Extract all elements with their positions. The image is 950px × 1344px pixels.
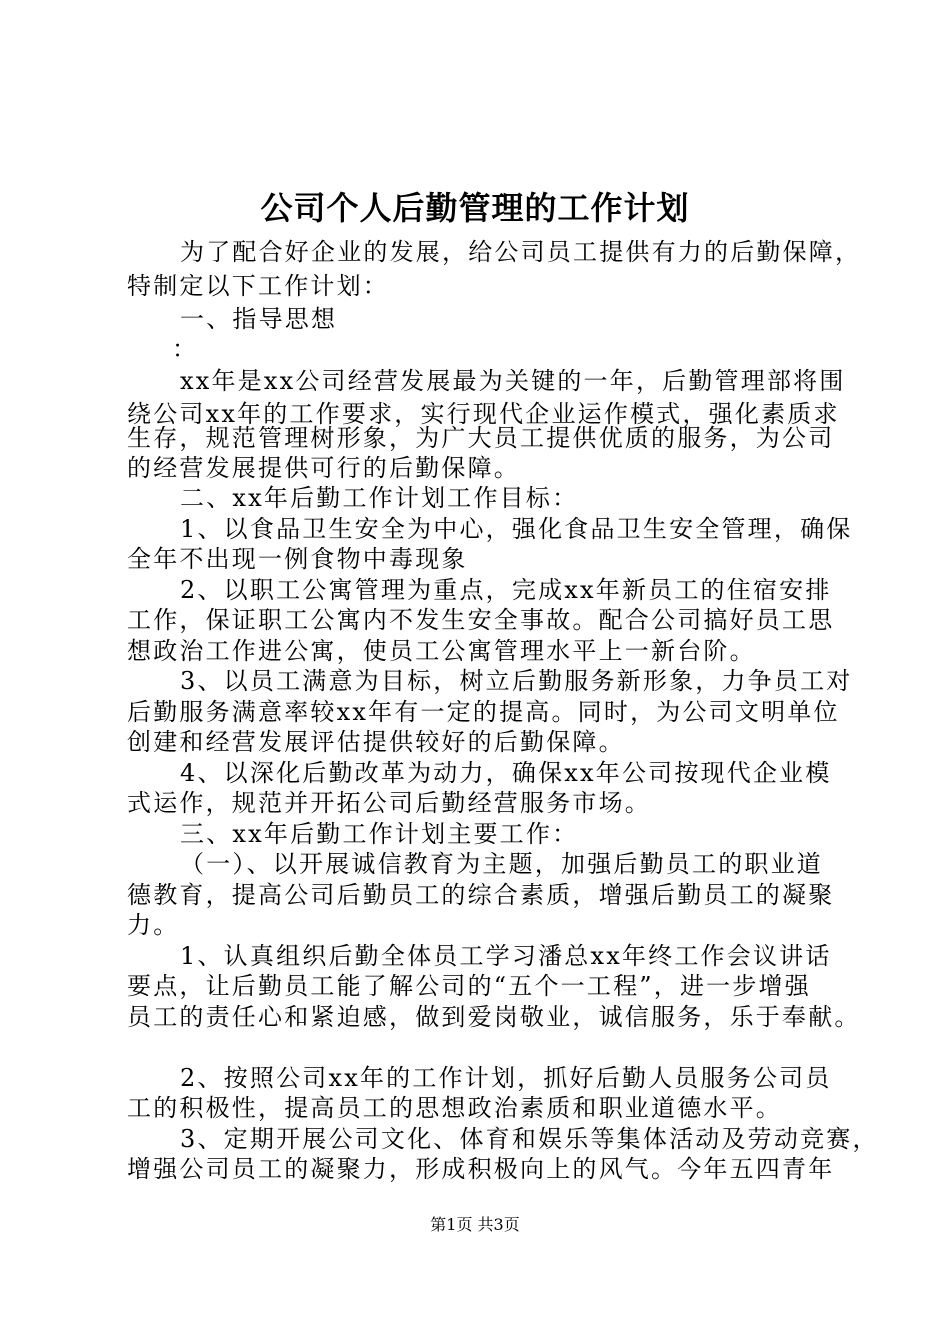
paragraph-line: 的经营发展提供可行的后勤保障。 xyxy=(127,454,520,482)
paragraph-line: 4、以深化后勤改革为动力，确保xx年公司按现代企业模 xyxy=(180,759,832,787)
paragraph-line: xx年是xx公司经营发展最为关键的一年，后勤管理部将围 xyxy=(180,367,846,395)
paragraph-line: 1、认真组织后勤全体员工学习潘总xx年终工作会议讲话 xyxy=(180,942,832,970)
section-heading: 二、xx年后勤工作计划工作目标： xyxy=(180,484,579,512)
paragraph-line: （一）、以开展诚信教育为主题，加强后勤员工的职业道 xyxy=(180,850,823,878)
paragraph-line: 绕公司xx年的工作要求，实行现代企业运作模式，强化素质求 xyxy=(127,400,840,428)
paragraph-line: 想政治工作进公寓，使员工公寓管理水平上一新台阶。 xyxy=(127,637,756,665)
paragraph-line: 员工的责任心和紧迫感，做到爱岗敬业，诚信服务，乐于奉献。 xyxy=(127,1003,861,1031)
paragraph-line: 力。 xyxy=(127,911,180,939)
paragraph-line: 式运作，规范并开拓公司后勤经营服务市场。 xyxy=(127,789,651,817)
paragraph-line: 创建和经营发展评估提供较好的后勤保障。 xyxy=(127,728,625,756)
paragraph-line: 工作，保证职工公寓内不发生安全事故。配合公司搞好员工思 xyxy=(127,606,835,634)
paragraph-line: 后勤服务满意率较xx年有一定的提高。同时，为公司文明单位 xyxy=(127,698,840,726)
paragraph-line: 全年不出现一例食物中毒现象 xyxy=(127,545,468,573)
paragraph-line: 增强公司员工的凝聚力，形成积极向上的风气。今年五四青年 xyxy=(127,1155,835,1183)
document-title: 公司个人后勤管理的工作计划 xyxy=(260,189,690,227)
page-footer: 第1页 共3页 xyxy=(430,1215,520,1234)
paragraph-line: 1、以食品卫生安全为中心，强化食品卫生安全管理，确保 xyxy=(180,515,853,543)
paragraph-line: 3、定期开展公司文化、体育和娱乐等集体活动及劳动竞赛， xyxy=(180,1125,879,1153)
paragraph-line: 2、按照公司xx年的工作计划，抓好后勤人员服务公司员 xyxy=(180,1064,832,1092)
paragraph-line: 要点，让后勤员工能了解公司的“五个一工程”，进一步增强 xyxy=(127,972,811,1000)
paragraph-line: 为了配合好企业的发展，给公司员工提供有力的后勤保障， xyxy=(180,238,862,266)
section-heading: 一、指导思想 xyxy=(180,305,338,333)
paragraph-line: ： xyxy=(172,335,199,363)
paragraph-line: 生存，规范管理树形象，为广大员工提供优质的服务，为公司 xyxy=(127,424,835,452)
paragraph-line: 特制定以下工作计划： xyxy=(127,272,389,300)
section-heading: 三、xx年后勤工作计划主要工作： xyxy=(180,820,579,848)
paragraph-line: 3、以员工满意为目标，树立后勤服务新形象，力争员工对 xyxy=(180,667,853,695)
paragraph-line: 德教育，提高公司后勤员工的综合素质，增强后勤员工的凝聚 xyxy=(127,881,835,909)
paragraph-line: 2、以职工公寓管理为重点，完成xx年新员工的住宿安排 xyxy=(180,576,832,604)
paragraph-line: 工的积极性，提高员工的思想政治素质和职业道德水平。 xyxy=(127,1094,782,1122)
